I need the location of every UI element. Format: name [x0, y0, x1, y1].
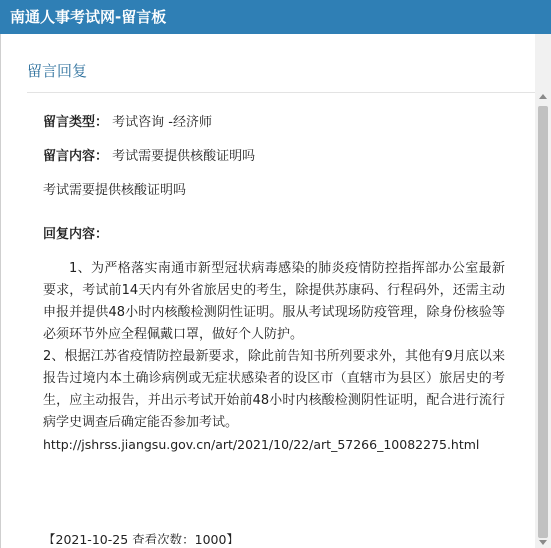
message-body: 考试需要提供核酸证明吗 [43, 183, 187, 198]
message-type-value: 考试咨询 -经济师 [112, 115, 212, 130]
message-type-row [43, 112, 505, 134]
message-content-label: 留言内容： [43, 149, 109, 164]
window-title-bar [0, 0, 551, 34]
reply-paragraph-1: 1、为严格落实南通市新型冠状病毒感染的肺炎疫情防控指挥部办公室最新要求，考试前14天内有外省旅居史的考生，除提供苏康码、行程码外，还需主动申报并提供48小时内核酸检测阴性证明。服从考试现场防疫管理，除身份核验等必须环节外应全程佩戴口罩，做好个人防护。 [43, 261, 505, 342]
page-title: 南通人事考试网-留言板 [10, 8, 167, 26]
section-title: 留言回复 [27, 62, 88, 80]
reply-paragraph-2: 2、根据江苏省疫情防控最新要求，除此前告知书所列要求外，其他有9月底以来报告过境内本土确诊病例或无症状感染者的设区市（直辖市为县区）旅居史的考生，应主动报告，并出示考试开始前48小时内核酸检测阴性证明，配合进行流行病学史调查后确定能否参加考试。 [43, 349, 505, 430]
reply-panel [0, 34, 551, 548]
message-content [43, 112, 505, 456]
message-content-row [43, 146, 505, 168]
scrollbar-thumb[interactable] [538, 106, 548, 538]
message-content-value: 考试需要提供核酸证明吗 [112, 149, 256, 164]
reply-label: 回复内容： [43, 227, 109, 242]
footer-meta: 【2021-10-25 查看次数：1000】 [43, 532, 239, 544]
reply-link[interactable]: http://jshrss.jiangsu.gov.cn/art/2021/10/22/art_57266_10082275.html [43, 437, 480, 452]
message-type-label: 留言类型： [43, 115, 109, 130]
scroll-up-arrow-icon[interactable] [539, 94, 547, 99]
scroll-down-arrow-icon[interactable] [539, 540, 547, 545]
divider [27, 92, 535, 93]
